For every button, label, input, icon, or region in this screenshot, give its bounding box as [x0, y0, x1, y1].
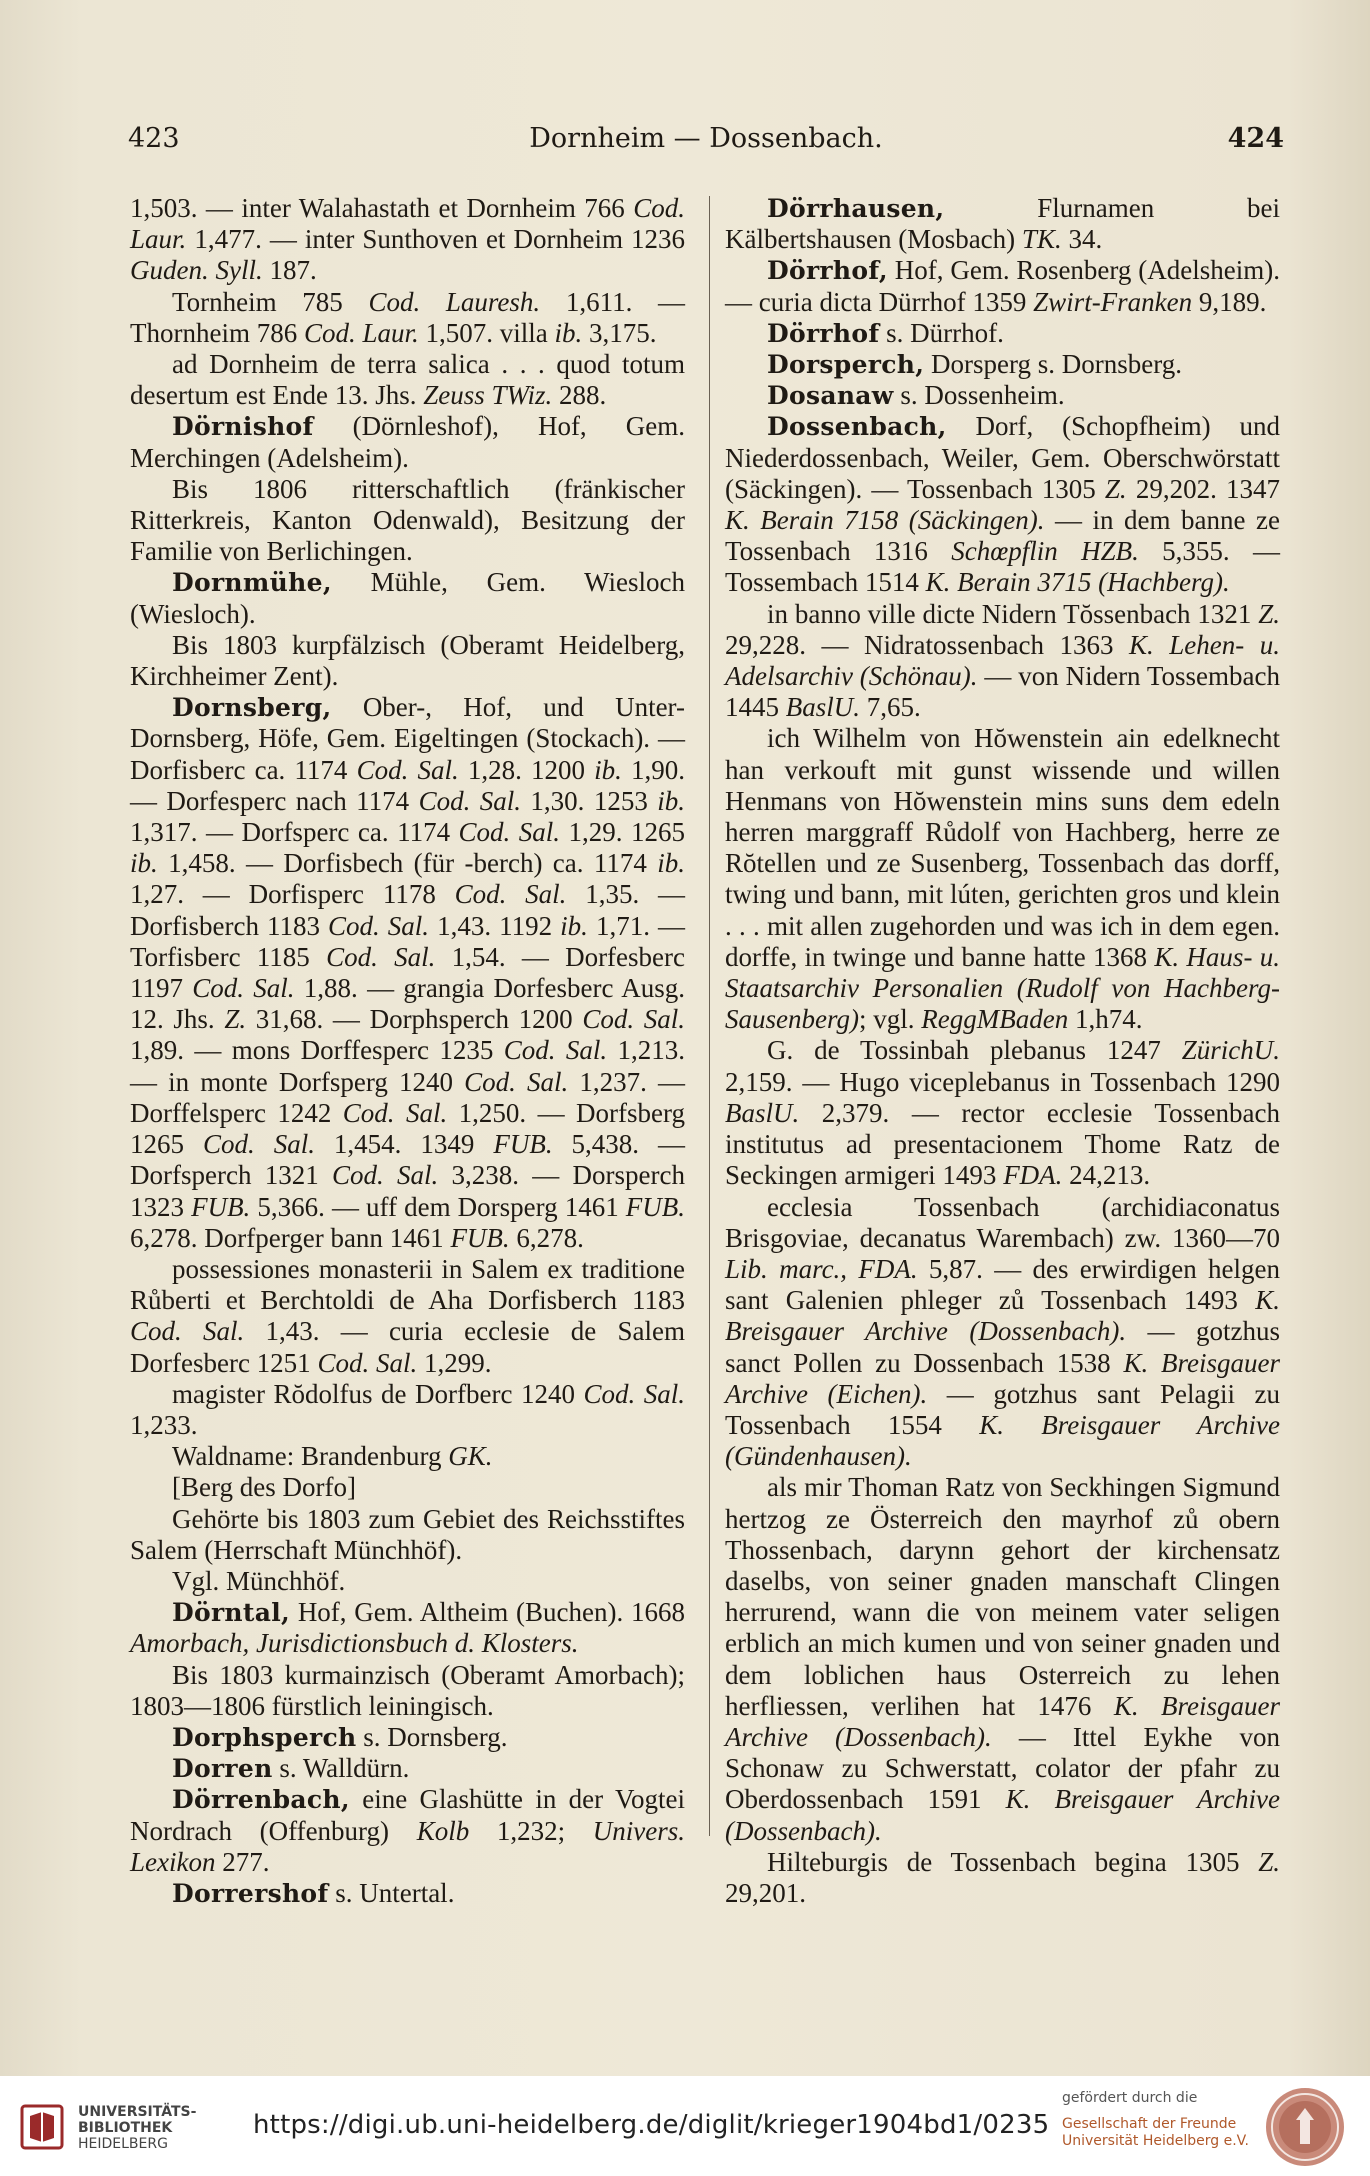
right-column-entry: Dörrhausen, Flurnamen bei Kälbertshausen (Mosbach) TK. 34.: [725, 193, 1280, 255]
right-column-entry: G. de Tossinbah plebanus 1247 ZürichU. 2,159. — Hugo viceplebanus in Tossenbach 1290 BaslU. 2,379. — rector ecclesie Tossenbach institutus ad presentacionem Thome Ratz de Seckingen armigeri 1493 FDA. 24,213.: [725, 1035, 1280, 1191]
left-column-entry: Dörrenbach, eine Glashütte in der Vogtei Nordrach (Offenburg) Kolb 1,232; Univers. Lexikon 277.: [130, 1784, 685, 1877]
left-column-entry: Bis 1803 kurmainzisch (Oberamt Amorbach); 1803—1806 fürstlich leiningisch.: [130, 1659, 685, 1721]
right-column-entry: Hilteburgis de Tossenbach begina 1305 Z. 29,201.: [725, 1846, 1280, 1908]
left-column-entry: Waldname: Brandenburg GK.: [172, 1441, 493, 1472]
page-number-right: 424: [1227, 123, 1284, 154]
permalink-url[interactable]: https://digi.ub.uni-heidelberg.de/diglit/krieger1904bd1/0235: [253, 2110, 1050, 2140]
left-column-entry: Vgl. Münchhöf.: [172, 1565, 346, 1596]
right-column-entry: Dossenbach, Dorf, (Schopfheim) und Niederdossenbach, Weiler, Gem. Oberschwörstatt (Säckingen). — Tossenbach 1305 Z. 29,202. 1347 K. Berain 7158 (Säckingen). — in dem banne ze Tossenbach 1316 Schœpflin HZB. 5,355. — Tossembach 1514 K. Berain 3715 (Hachberg).: [725, 411, 1281, 598]
left-column-entry: Bis 1803 kurpfälzisch (Oberamt Heidelberg, Kirchheimer Zent).: [130, 629, 685, 692]
sponsor-name-line: Gesellschaft der Freunde: [1062, 2116, 1237, 2132]
left-column-entry: Dornsberg, Ober-, Hof, und Unter-Dornsberg, Höfe, Gem. Eigeltingen (Stockach). — Dorfisberc ca. 1174 Cod. Sal. 1,28. 1200 ib. 1,90. — Dorfesperc nach 1174 Cod. Sal. 1,30. 1253 ib. 1,317. — Dorfsperc ca. 1174 Cod. Sal. 1,29. 1265 ib. 1,458. — Dorfisbech (für -berch) ca. 1174 ib. 1,27. — Dorfisperc 1178 Cod. Sal. 1,35. — Dorfisberch 1183 Cod. Sal. 1,43. 1192 ib. 1,71. — Torfisberc 1185 Cod. Sal. 1,54. — Dorfesberc 1197 Cod. Sal. 1,88. — grangia Dorfesberc Ausg. 12. Jhs. Z. 31,68. — Dorphsperch 1200 Cod. Sal. 1,89. — mons Dorffesperc 1235 Cod. Sal. 1,213. — in monte Dorfsperg 1240 Cod. Sal. 1,237. — Dorffelsperc 1242 Cod. Sal. 1,250. — Dorfsberg 1265 Cod. Sal. 1,454. 1349 FUB. 5,438. — Dorfsperch 1321 Cod. Sal. 3,238. — Dorsperch 1323 FUB. 5,366. — uff dem Dorsperg 1461 FUB. 6,278. Dorfperger bann 1461 FUB. 6,278.: [130, 692, 686, 1253]
library-name-line: BIBLIOTHEK: [78, 2120, 173, 2136]
left-column-entry: ad Dornheim de terra salica . . . quod totum desertum est Ende 13. Jhs. Zeuss TWiz. 288.: [130, 349, 685, 411]
left-column-entry: Dorrershof s. Untertal.: [172, 1877, 455, 1908]
library-seal-icon: [20, 2104, 64, 2150]
right-column-entry: in banno ville dicte Nidern Tŏssenbach 1321 Z. 29,228. — Nidratossenbach 1363 K. Lehen- u. Adelsarchiv (Schönau). — von Nidern Tossembach 1445 BaslU. 7,65.: [725, 598, 1281, 723]
university-seal-icon: [1264, 2086, 1346, 2168]
left-column-entry: magister Rŏdolfus de Dorfberc 1240 Cod. Sal. 1,233.: [130, 1378, 685, 1440]
left-column-entry: Bis 1806 ritterschaftlich (fränkischer Ritterkreis, Kanton Odenwald), Besitzung der Familie von Berlichingen.: [130, 473, 685, 567]
right-column-entry: Dörrhof s. Dürrhof.: [767, 317, 1004, 348]
left-column: [130, 193, 685, 1909]
left-column-entry: 1,503. — inter Walahastath et Dornheim 766 Cod. Laur. 1,477. — inter Sunthoven et Dornheim 1236 Guden. Syll. 187.: [130, 193, 685, 286]
left-column-entry: Tornheim 785 Cod. Lauresh. 1,611. — Thornheim 786 Cod. Laur. 1,507. villa ib. 3,175.: [130, 286, 685, 348]
sponsor-name-line: Universität Heidelberg e.V.: [1062, 2133, 1249, 2149]
sponsor-name[interactable]: [1062, 2116, 1249, 2150]
viewer-footer: [0, 2076, 1370, 2176]
left-column-entry: Gehörte bis 1803 zum Gebiet des Reichsstiftes Salem (Herrschaft Münchhöf).: [130, 1503, 685, 1565]
left-column-entry: Dörnishof (Dörnleshof), Hof, Gem. Merchingen (Adelsheim).: [130, 411, 685, 473]
left-column-entry: Dorphsperch s. Dornsberg.: [172, 1721, 508, 1752]
right-column-entry: ecclesia Tossenbach (archidiaconatus Brisgoviae, decanatus Warembach) zw. 1360—70 Lib. marc., FDA. 5,87. — des erwirdigen helgen sant Galenien phleger zů Tossenbach 1493 K. Breisgauer Archive (Dossenbach). — gotzhus sanct Pollen zu Dossenbach 1538 K. Breisgauer Archive (Eichen). — gotzhus sant Pelagii zu Tossenbach 1554 K. Breisgauer Archive (Gündenhausen).: [725, 1191, 1280, 1472]
running-title: Dornheim — Dossenbach.: [529, 123, 883, 154]
right-column-entry: Dosanaw s. Dossenheim.: [767, 380, 1065, 411]
library-name-line: HEIDELBERG: [78, 2136, 168, 2152]
left-column-entry: [Berg des Dorfo]: [172, 1472, 356, 1503]
left-column-entry: Dornmühe, Mühle, Gem. Wiesloch (Wiesloch).: [130, 567, 685, 629]
right-column-entry: als mir Thoman Ratz von Seckhingen Sigmund hertzog ze Österreich den mayrhof zů obern Thossenbach, darynn gehort der kirchensatz daselbs, von seiner gnaden manschaft Clingen herrurend, wann die von meinem vater seligen erblich an mich kumen und von seiner gnaden und dem loblichen haus Osterreich zu lehen herfliessen, verlihen hat 1476 K. Breisgauer Archive (Dossenbach). — Ittel Eykhe von Schonaw zu Schwerstatt, colator der pfahr zu Oberdossenbach 1591 K. Breisgauer Archive (Dossenbach).: [725, 1472, 1280, 1846]
funded-by-label: gefördert durch die: [1062, 2090, 1198, 2106]
running-header: [128, 118, 1284, 160]
left-column-entry: Dorren s. Walldürn.: [172, 1753, 410, 1784]
page-number-left: 423: [128, 123, 180, 154]
library-name: [78, 2104, 196, 2152]
library-name-line: UNIVERSITÄTS-: [78, 2104, 197, 2120]
right-column-entry: ich Wilhelm von Hŏwenstein ain edelknecht han verkouft mit gunst wissende und willen Henmans von Hŏwenstein mins suns dem edeln herren marggraff Růdolf von Hachberg, herre ze Rŏtellen und ze Susenberg, Tossenbach das dorff, twing und bann, mit lúten, gerichten gros und klein . . . mit allen zugehorden und was ich in dem egen. dorffe, in twinge und banne hatte 1368 K. Haus- u. Staatsarchiv Personalien (Rudolf von Hachberg-Sausenberg); vgl. ReggMBaden 1,h74.: [725, 723, 1280, 1035]
left-column-entry: Dörntal, Hof, Gem. Altheim (Buchen). 1668 Amorbach, Jurisdictionsbuch d. Klosters.: [130, 1597, 685, 1659]
right-column-entry: Dörrhof, Hof, Gem. Rosenberg (Adelsheim). — curia dicta Dürrhof 1359 Zwirt-Franken 9,189.: [725, 255, 1280, 317]
left-column-entry: possessiones monasterii in Salem ex traditione Růberti et Berchtoldi de Aha Dorfisberch 1183 Cod. Sal. 1,43. — curia ecclesie de Salem Dorfesberc 1251 Cod. Sal. 1,299.: [130, 1253, 685, 1378]
right-column: [725, 193, 1280, 1909]
right-column-entry: Dorsperch, Dorsperg s. Dornsberg.: [767, 349, 1182, 380]
library-logo[interactable]: [20, 2102, 220, 2154]
column-divider: [709, 196, 710, 1836]
